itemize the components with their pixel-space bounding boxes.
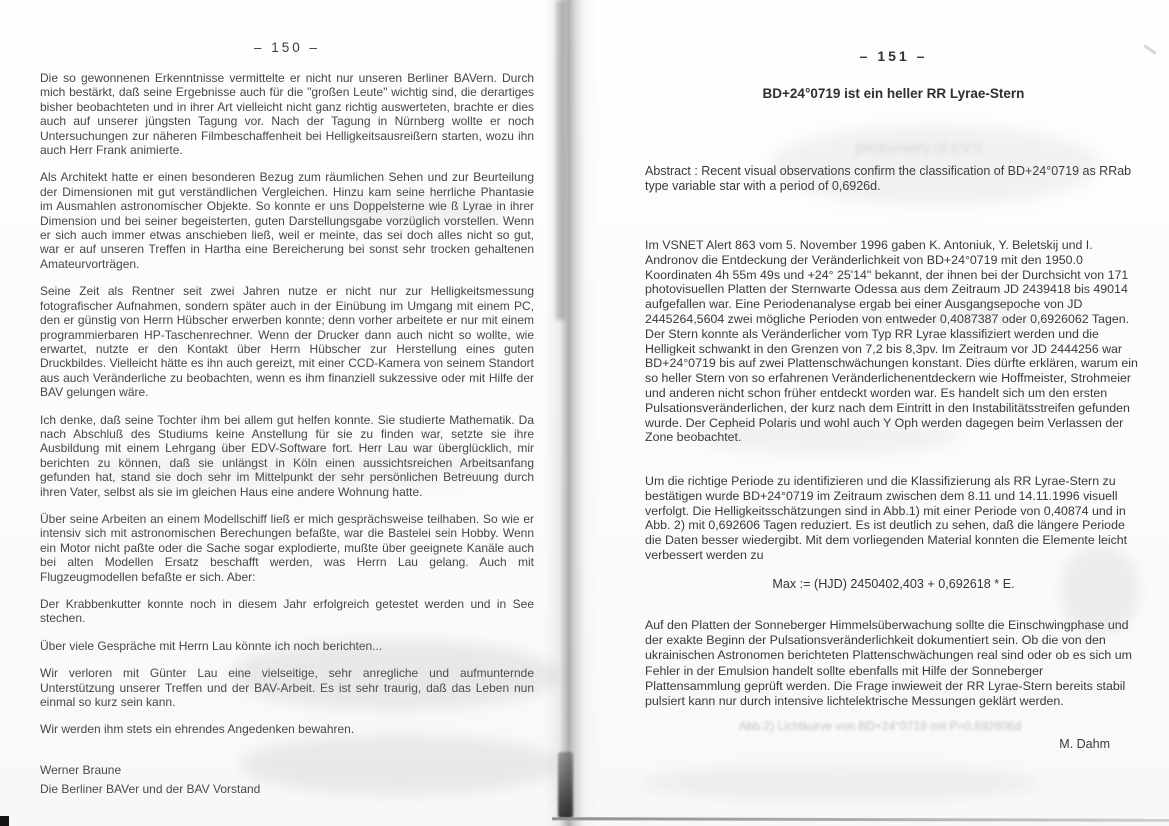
bleed-through-caption: Abb.2) Lichtkurve von BD+24°0719 mit P=0,692606d <box>738 719 1022 733</box>
ephemeris-formula: Max := (HJD) 2450402,403 + 0,692618 * E. <box>772 577 1015 591</box>
paragraph: Über seine Arbeiten an einem Modellschiff ließ er mich gesprächsweise teilhaben. So wie er intensiv sich mit astronomischen Berechungen befaßte, war die Bastelei sein Hobby. Wenn ein Motor nicht paßte oder die Sache sogar explodierte, mußte über geeignete Kanäle auch bei alten Modellen Ersatz beschafft werden, was Herrn Lau gelang. Auch mit Flugzeugmodellen befaßte er sich. Aber: <box>40 511 534 584</box>
signature-name: Werner Braune <box>40 762 122 777</box>
signature-organisation: Die Berliner BAVer und der BAV Vorstand <box>40 781 261 796</box>
page-left <box>40 40 534 799</box>
signature-block <box>40 761 534 799</box>
scan-smudge <box>640 765 1040 801</box>
paragraph: Die so gewonnenen Erkenntnisse vermittelte er nicht nur unseren Berliner BAVern. Durch mich bestärkt, daß seine Ergebnisse auch für die "großen Leute" wichtig sind, die derartiges bisher beobachteten und in ihrer Art vielleicht nicht ganz richtig auswerteten, brachte er dies auch auf unserer jüngsten Tagung vor. Nach der Tagung in Nürnberg wollte er noch Untersuchungen zur näheren Filmbeschaffenheit bei Helligkeitsausreißern starten, wozu ihn auch Herr Frank animierte. <box>40 71 534 158</box>
author-signature: M. Dahm <box>1059 737 1110 751</box>
paragraph: Um die richtige Periode zu identifizieren und die Klassifizierung als RR Lyrae-Stern zu bestätigen wurde BD+24°0719 im Zeitraum zwischen dem 8.11 und 14.11.1996 visuell verfolgt. Die Helligkeitsschätzungen sind in Abb.1) mit einer Periode von 0,40874 und in Abb. 2) mit 0,692606 Tagen reduziert. Es ist deutlich zu sehen, daß die längere Periode die Daten besser wiedergibt. Mit dem vorliegenden Material konnten die Elemente leicht verbessert werden zu <box>645 474 1128 562</box>
paragraph: Über viele Gespräche mit Herrn Lau könnte ich noch berichten... <box>40 638 383 653</box>
page-number-right: – 151 – <box>859 48 928 64</box>
paragraph: Auf den Platten der Sonneberger Himmelsüberwachung sollte die Einschwingphase und der exakte Beginn der Pulsationsveränderlichkeit dokumentiert sein. Ob die von den ukrainischen Astronomen berichteten Plattenschwächungen real sind oder ob es sich um Fehler in der Emulsion handelt sollte ebenfalls mit Hilfe der Sonneberger Plattensammlung geprüft werden. Die Frage inwieweit der RR Lyrae-Stern bereits stabil pulsiert kann nur durch intensive lichtelektrische Messungen geklärt werden. <box>645 618 1132 709</box>
paragraph: Als Architekt hatte er einen besonderen Bezug zum räumlichen Sehen und zur Beurteilung der Dimensionen mit gut verständlichen Vergleichen. Hinzu kam seine herrliche Phantasie im Ausmahlen astronomischer Objekte. So konnte er uns Doppelsterne wie ß Lyrae in ihrer Dimension und bei seiner begeisterten, guten Darstellungsgabe vorzüglich vorstellen. Wenn er sich auch immer etwas anschieben ließ, weil er meinte, das sei doch alles nicht so gut, war er auf unseren Treffen in Hartha eine Bereicherung bei sonst sehr trocken gehaltenen Amateurvorträgen. <box>40 170 534 271</box>
article-title: BD+24°0719 ist ein heller RR Lyrae-Stern <box>762 86 1025 101</box>
bleed-through-text: photometry of CV's <box>855 140 983 157</box>
paragraph: Seine Zeit als Rentner seit zwei Jahren nutze er nicht nur zur Helligkeitsmessung fotografischer Aufnahmen, sondern später auch in der Einübung im Umgang mit einem PC, den er günstig von Herrn Hübscher erwerben konnte; denn vorher arbeitete er nur mit einem programmierbaren HP-Taschenrechner. Wenn der Drucker dann auch nicht so wollte, wie erwartet, nutzte er den Kontakt über Herrn Hübscher zur Herstellung eines guten Druckbildes. Vielleicht hätte es ihn auch gereizt, mit einer CCD-Kamera von seinem Standort aus auch Veränderliche zu beobachten, wenn es ihm finanziell sukzessive oder mit Hilfe der BAV gelungen wäre. <box>40 284 534 400</box>
page-fold-shadow-top <box>556 0 565 320</box>
page-number-left: – 150 – <box>253 40 321 55</box>
paragraph: Im VSNET Alert 863 vom 5. November 1996 gaben K. Antoniuk, Y. Beletskij und I. Andronov die Entdeckung der Veränderlichkeit von BD+24°0719 mit den 1950.0 Koordinaten 4h 55m 49s und +24° 25'14" bekannt, der ihnen bei der Durchsicht von 171 photovisuellen Platten der Sternwarte Odessa aus dem Zeitraum JD 2439418 bis 49014 aufgefallen war. Eine Periodenanalyse ergab bei einer Ausgangsepoche von JD 2445264,5604 zwei mögliche Perioden von entweder 0,4087387 oder 0,6926062 Tagen. Der Stern konnte als Veränderlicher vom Typ RR Lyrae klassifiziert werden und die Helligkeit schwankt in den Grenzen von 7,2 bis 8,3pv. Im Zeitraum vor JD 2444256 war BD+24°0719 bis auf zwei Plattenschwächungen konstant. Dies dürfte erklären, warum ein so heller Stern von so erfahrenen Veränderlichenentdeckern wie Hoffmeister, Strohmeier und anderen nicht schon früher entdeckt worden war. Es handelt sich um den ersten Pulsationsveränderlichen, der kurz nach dem Eintritt in den Instabilitätsstreifen gefunden wurde. Der Cepheid Polaris und wohl auch Y Oph werden dagegen beim Verlassen der Zone beobachtet. <box>645 238 1138 445</box>
scan-corner-mark <box>0 816 9 826</box>
page-fold-shadow <box>544 0 598 826</box>
scan-stray-mark <box>1143 44 1156 54</box>
scan-bottom-edge <box>552 817 1169 822</box>
paragraph: Der Krabbenkutter konnte noch in diesem Jahr erfolgreich getestet werden und in See stechen. <box>40 597 534 626</box>
paragraph: Wir werden ihm stets ein ehrendes Angedenken bewahren. <box>40 722 355 737</box>
page-fold-shadow-bottom <box>558 752 573 818</box>
paragraph: Ich denke, daß seine Tochter ihm bei allem gut helfen konnte. Sie studierte Mathematik. Da nach Abschluß des Studiums keine Anstellung für sie zu finden war, setzte sie ihre Ausbildung mit einem Lehrgang über EDV-Software fort. Herr Lau war überglücklich, mir berichten zu können, daß sie unlängst in Köln einen aussichtsreichen Arbeitsanfang gefunden hat, stand sie doch sehr im Mittelpunkt der sehr persönlichen Betreuung durch ihren Vater, selbst als sie im gleichen Haus eine andere Wohnung hatte. <box>40 412 534 499</box>
paragraph: Wir verloren mit Günter Lau eine vielseitige, sehr anregliche und aufmunternde Unterstützung unserer Treffen und der BAV-Arbeit. Es ist sehr traurig, daß das Leben nun einmal so kurz sein kann. <box>40 666 534 710</box>
abstract: Abstract : Recent visual observations confirm the classification of BD+24°0719 as RRab type variable star with a period of 0,6926d. <box>645 164 1132 194</box>
